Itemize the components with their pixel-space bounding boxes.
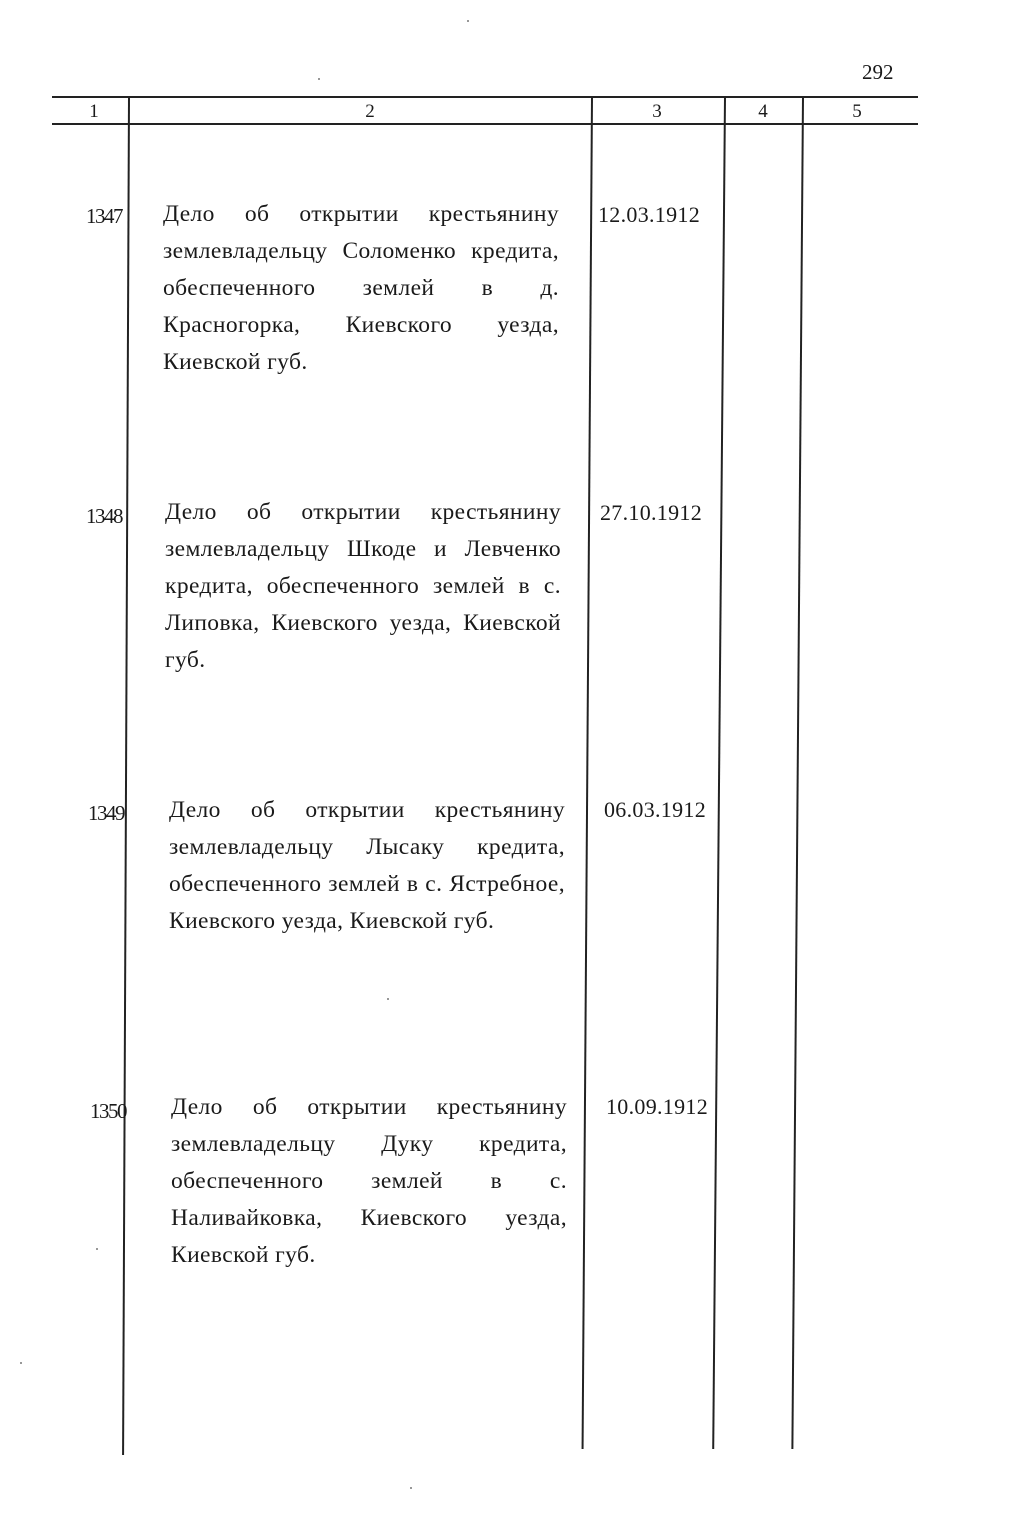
column-header-1: 1 <box>89 101 99 122</box>
entry-number: 1347 <box>86 204 122 228</box>
column-header-3: 3 <box>652 101 662 122</box>
entry-number: 1349 <box>88 801 124 825</box>
entry-date: 06.03.1912 <box>604 797 706 822</box>
scan-speck <box>467 20 469 22</box>
page-number: 292 <box>862 60 894 84</box>
scan-speck <box>96 1248 98 1250</box>
column-header-2: 2 <box>365 101 375 122</box>
table-header-rule <box>52 123 918 125</box>
entry-date: 10.09.1912 <box>606 1094 708 1119</box>
entry-description: Дело об открытии крестьянину землевладельцу Дуку кредита, обеспеченного землей в с. Наливайковка, Киевского уезда, Киевской губ. <box>171 1094 567 1268</box>
column-divider-1-2 <box>122 97 130 1455</box>
column-divider-3-4 <box>712 97 726 1449</box>
entry-description: Дело об открытии крестьянину землевладельцу Лысаку кредита, обеспеченного землей в с. Ястребное, Киевского уезда, Киевской губ. <box>169 797 565 934</box>
table-top-rule <box>52 96 918 98</box>
column-divider-2-3 <box>582 97 593 1449</box>
entry-date: 27.10.1912 <box>600 500 702 525</box>
entry-date: 12.03.1912 <box>598 202 700 227</box>
column-header-5: 5 <box>852 101 862 122</box>
column-divider-4-5 <box>791 97 804 1449</box>
scan-speck <box>20 1362 22 1364</box>
entry-number: 1348 <box>86 504 122 528</box>
scan-speck <box>387 998 389 1000</box>
column-header-4: 4 <box>758 101 768 122</box>
entry-description: Дело об открытии крестьянину землевладельцу Соломенко кредита, обеспеченного землей в д. Красногорка, Киевского уезда, Киевской губ. <box>163 201 559 375</box>
scan-speck <box>318 78 320 80</box>
entry-description: Дело об открытии крестьянину землевладельцу Шкоде и Левченко кредита, обеспеченного землей в с. Липовка, Киевского уезда, Киевской губ. <box>165 499 561 673</box>
scan-speck <box>410 1487 412 1489</box>
entry-number: 1350 <box>90 1099 126 1123</box>
